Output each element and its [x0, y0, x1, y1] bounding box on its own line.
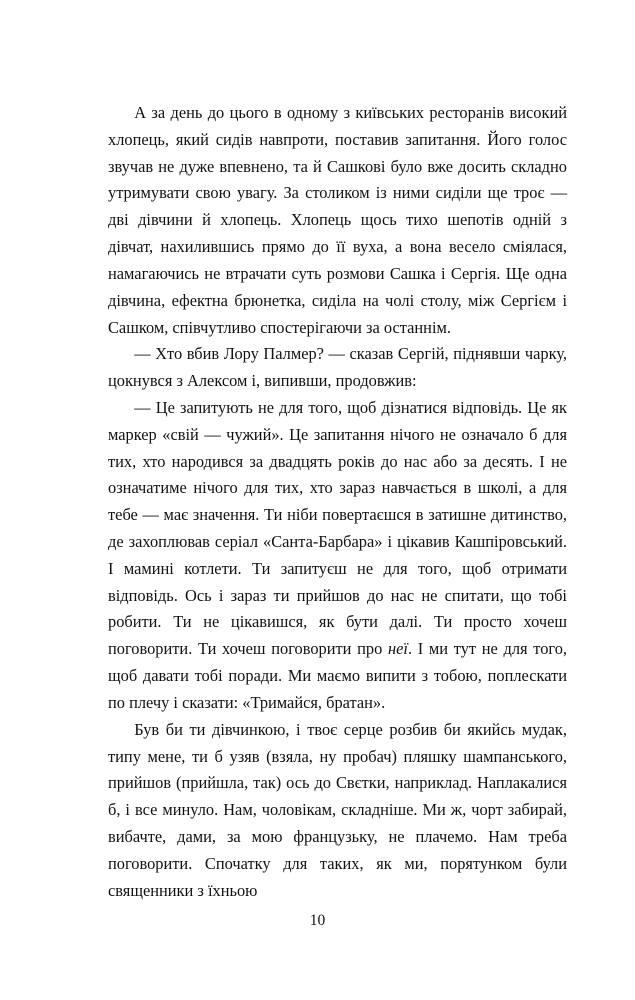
- paragraph-3: [108, 395, 567, 717]
- paragraph-3-text-before: — Це запитують не для того, щоб дізнатися відповідь. Це як маркер «свій — чужий». Це запитання нічого не означало б для тих, хто народився за двадцять років до нас або за десять. І не означатиме нічого для тих, хто зараз навчається в школі, а для тебе — має значення. Ти ніби повертаєшся в затишне дитинство, де захоплював серіал «Санта-Барбара» і цікавив Кашпіровський. І мамині котлети. Ти запитуєш не для того, щоб отримати відповідь. Ось і зараз ти прийшов до нас не спитати, що тобі робити. Ти не цікавишся, як бути далі. Ти просто хочеш поговорити. Ти хочеш поговорити про: [108, 397, 567, 659]
- paragraph-3-italic-word: неї: [388, 639, 408, 659]
- page-number: 10: [309, 912, 326, 929]
- paragraph-3-text-after: . І ми тут не для того, щоб давати тобі поради. Ми маємо випити з тобою, поплескати по плечу і сказати: «Тримайся, братан».: [108, 639, 567, 712]
- paragraph-4: Був би ти дівчинкою, і твоє серце розбив би якийсь мудак, типу мене, ти б узяв (взяла, ну пробач) пляшку шампанського, прийшов (прийшла, так) ось до Свєтки, наприклад. Наплакалися б, і все минуло. Нам, чоловікам, складніше. Ми ж, чорт забирай, вибачте, дами, за мою французьку, не плачемо. Нам треба поговорити. Спочатку для таких, як ми, порятунком були священники з їхньою: [108, 719, 567, 900]
- paragraph-1: А за день до цього в одному з київських ресторанів високий хлопець, який сидів навпроти, поставив запитання. Його голос звучав не дуже впевнено, та й Сашкові було вже досить складно утримувати свою увагу. За столиком із ними сиділи ще троє — дві дівчини й хлопець. Хлопець щось тихо шепотів одній з дівчат, нахилившись прямо до її вуха, а вона весело сміялася, намагаючись не втрачати суть розмови Сашка і Сергія. Ще одна дівчина, ефектна брюнетка, сиділа на чолі столу, між Сергієм і Сашком, співчутливо спостерігаючи за останнім.: [108, 103, 567, 337]
- page-body: [108, 100, 567, 904]
- paragraph-2: — Хто вбив Лору Палмер? — сказав Сергій, піднявши чарку, цокнувся з Алексом і, випивши, продовжив:: [108, 344, 567, 391]
